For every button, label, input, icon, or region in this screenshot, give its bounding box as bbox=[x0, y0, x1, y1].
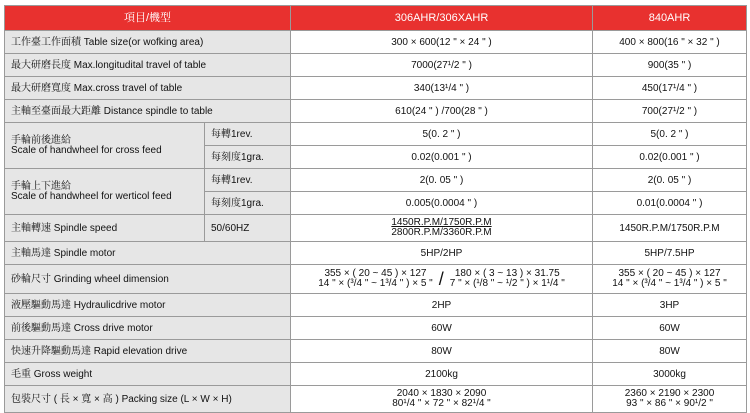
value-b: 700(27¹/2 " ) bbox=[593, 100, 747, 123]
label-cross-feed-en: Scale of handwheel for cross feed bbox=[11, 144, 162, 156]
label-vert-feed-en: Scale of handwheel for werticol feed bbox=[11, 190, 172, 202]
value-a bbox=[291, 386, 593, 413]
sub-gra: 每刻度1gra. bbox=[205, 146, 291, 169]
value-b: 3HP bbox=[593, 294, 747, 317]
packing-b-line2: 93 " × 86 " × 90¹/2 " bbox=[626, 398, 713, 409]
value-a: 5(0. 2 " ) bbox=[291, 123, 593, 146]
label-wheel-dimension: 砂輪尺寸 Grinding wheel dimension bbox=[5, 265, 291, 294]
row-hydraulic-motor bbox=[5, 294, 747, 317]
row-wheel-dimension bbox=[5, 265, 747, 294]
wheel-dual bbox=[295, 269, 588, 289]
wheel-b-line2: 14 " × (³/4 " ~ 1³/4 " ) × 5 " bbox=[612, 278, 727, 289]
header-model-b: 840AHR bbox=[593, 6, 747, 31]
label-gross-weight: 毛重 Gross weight bbox=[5, 363, 291, 386]
row-spindle-motor bbox=[5, 242, 747, 265]
label-spindle-distance: 主軸至臺面最大距離 Distance spindle to table bbox=[5, 100, 291, 123]
wheel-a1-line1: 355 × ( 20 ~ 45 ) × 127 bbox=[324, 268, 427, 279]
value-a: 610(24 " ) /700(28 " ) bbox=[291, 100, 593, 123]
row-cross-travel bbox=[5, 77, 747, 100]
spec-table-wrapper bbox=[4, 5, 746, 413]
label-cross-feed-cn: 手輪前後進給 bbox=[11, 134, 71, 146]
value-a: 300 × 600(12 " × 24 " ) bbox=[291, 31, 593, 54]
value-b: 0.02(0.001 " ) bbox=[593, 146, 747, 169]
sub-gra: 每刻度1gra. bbox=[205, 192, 291, 215]
value-b: 80W bbox=[593, 340, 747, 363]
label-hydraulic-motor: 液壓驅動馬達 Hydraulicdrive motor bbox=[5, 294, 291, 317]
label-table-size: 工作臺工作面積 Table size(or wofking area) bbox=[5, 31, 291, 54]
packing-b-line1: 2360 × 2190 × 2300 bbox=[624, 388, 715, 399]
value-a: 80W bbox=[291, 340, 593, 363]
row-long-travel bbox=[5, 54, 747, 77]
header-model-a: 306AHR/306XAHR bbox=[291, 6, 593, 31]
value-b: 1450R.P.M/1750R.P.M bbox=[593, 215, 747, 242]
value-b: 60W bbox=[593, 317, 747, 340]
label-cross-travel: 最大研磨寬度 Max.cross travel of table bbox=[5, 77, 291, 100]
row-elevation-motor bbox=[5, 340, 747, 363]
value-a: 0.005(0.0004 " ) bbox=[291, 192, 593, 215]
value-a: 2HP bbox=[291, 294, 593, 317]
value-a bbox=[291, 215, 593, 242]
row-spindle-speed bbox=[5, 215, 747, 242]
row-vert-feed-rev bbox=[5, 169, 747, 192]
value-a: 340(13¹/4 " ) bbox=[291, 77, 593, 100]
label-cross-feed bbox=[5, 123, 205, 169]
packing-a-line1: 2040 × 1830 × 2090 bbox=[396, 388, 487, 399]
sub-hz: 50/60HZ bbox=[205, 215, 291, 242]
value-a-line1: 1450R.P.M/1750R.P.M bbox=[391, 217, 492, 228]
value-b: 5HP/7.5HP bbox=[593, 242, 747, 265]
sub-rev: 每轉1rev. bbox=[205, 123, 291, 146]
row-spindle-distance bbox=[5, 100, 747, 123]
header-row bbox=[5, 6, 747, 31]
value-a: 7000(27¹/2 " ) bbox=[291, 54, 593, 77]
value-a: 2100kg bbox=[291, 363, 593, 386]
label-spindle-speed: 主軸轉速 Spindle speed bbox=[5, 215, 205, 242]
label-elevation-motor: 快速升降驅動馬達 Rapid elevation drive bbox=[5, 340, 291, 363]
wheel-b-line1: 355 × ( 20 ~ 45 ) × 127 bbox=[618, 268, 721, 279]
row-table-size bbox=[5, 31, 747, 54]
wheel-a2-line1: 180 × ( 3 ~ 13 ) × 31.75 bbox=[454, 268, 560, 279]
value-b: 450(17¹/4 " ) bbox=[593, 77, 747, 100]
label-vert-feed bbox=[5, 169, 205, 215]
value-b: 3000kg bbox=[593, 363, 747, 386]
label-spindle-motor: 主軸馬達 Spindle motor bbox=[5, 242, 291, 265]
value-b: 400 × 800(16 " × 32 " ) bbox=[593, 31, 747, 54]
label-vert-feed-cn: 手輪上下進給 bbox=[11, 180, 71, 192]
wheel-a2 bbox=[450, 269, 565, 289]
value-a: 60W bbox=[291, 317, 593, 340]
value-b: 5(0. 2 " ) bbox=[593, 123, 747, 146]
row-cross-motor bbox=[5, 317, 747, 340]
packing-a-line2: 80¹/4 " × 72 " × 82¹/4 " bbox=[392, 398, 491, 409]
label-cross-motor: 前後驅動馬達 Cross drive motor bbox=[5, 317, 291, 340]
wheel-separator: / bbox=[438, 268, 444, 289]
spec-table bbox=[4, 5, 747, 413]
wheel-a1 bbox=[318, 269, 433, 289]
value-a-line2: 2800R.P.M/3360R.P.M bbox=[391, 227, 492, 238]
header-item: 項目/機型 bbox=[5, 6, 291, 31]
sub-rev: 每轉1rev. bbox=[205, 169, 291, 192]
row-packing-size bbox=[5, 386, 747, 413]
value-b: 0.01(0.0004 " ) bbox=[593, 192, 747, 215]
value-b bbox=[593, 265, 747, 294]
label-long-travel: 最大研磨長度 Max.longitudital travel of table bbox=[5, 54, 291, 77]
wheel-a1-line2: 14 " × (³/4 " ~ 1³/4 " ) × 5 " bbox=[318, 278, 433, 289]
wheel-a2-line2: 7 " × (¹/8 " ~ ¹/2 " ) × 1¹/4 " bbox=[449, 278, 565, 289]
label-packing-size: 包裝尺寸 ( 長 × 寬 × 高 ) Packing size (L × W × H) bbox=[5, 386, 291, 413]
value-a: 5HP/2HP bbox=[291, 242, 593, 265]
value-b bbox=[593, 386, 747, 413]
value-b: 2(0. 05 " ) bbox=[593, 169, 747, 192]
value-a: 0.02(0.001 " ) bbox=[291, 146, 593, 169]
value-a bbox=[291, 265, 593, 294]
value-a: 2(0. 05 " ) bbox=[291, 169, 593, 192]
row-gross-weight bbox=[5, 363, 747, 386]
value-b: 900(35 " ) bbox=[593, 54, 747, 77]
row-cross-feed-rev bbox=[5, 123, 747, 146]
